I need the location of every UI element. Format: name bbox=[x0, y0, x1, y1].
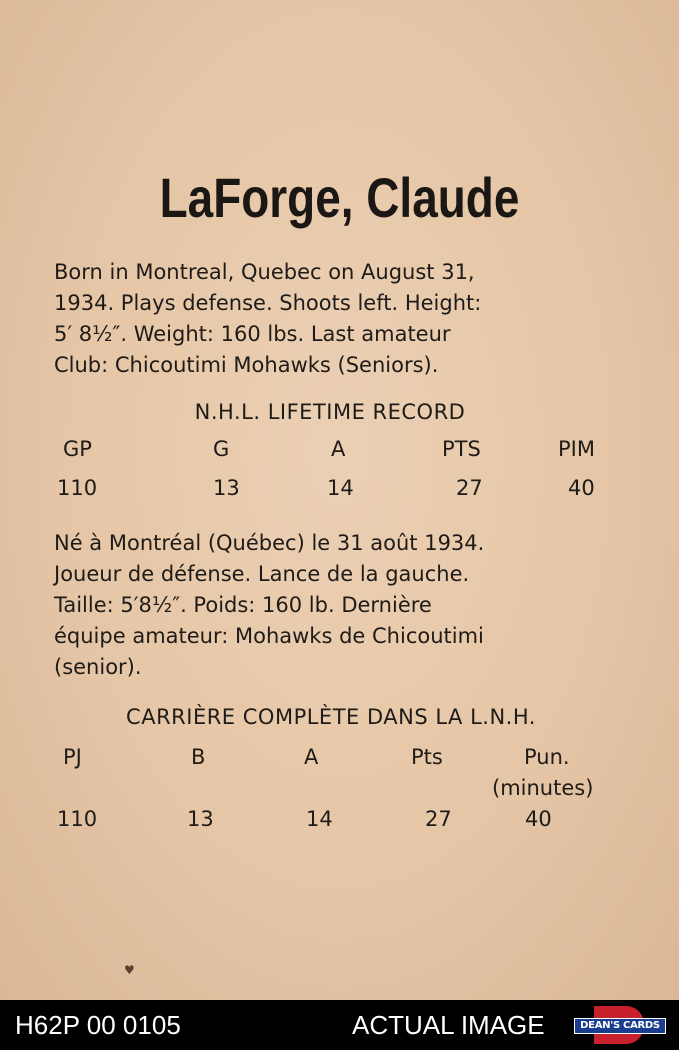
stat-value-pts: 27 bbox=[456, 476, 483, 500]
stat-header-pj: PJ bbox=[63, 745, 82, 769]
stat-value-g: 13 bbox=[213, 476, 240, 500]
bio-line: Joueur de défense. Lance de la gauche. bbox=[54, 562, 470, 586]
bio-line: Club: Chicoutimi Mohawks (Seniors). bbox=[54, 353, 439, 377]
card-code: H62P 00 0105 bbox=[15, 1010, 181, 1040]
bio-line: Born in Montreal, Quebec on August 31, bbox=[54, 260, 475, 284]
stat-value-pun: 40 bbox=[525, 807, 552, 831]
stat-header-g: G bbox=[213, 437, 230, 461]
logo-banner: DEAN'S CARDS bbox=[574, 1018, 666, 1034]
deans-cards-logo-icon bbox=[574, 1006, 666, 1044]
stat-header-pts: PTS bbox=[442, 437, 481, 461]
bio-line: 1934. Plays defense. Shoots left. Height: bbox=[54, 291, 482, 315]
stat-value-a: 14 bbox=[327, 476, 354, 500]
stat-value-a-fr: 14 bbox=[306, 807, 333, 831]
stat-value-gp: 110 bbox=[57, 476, 98, 500]
bio-line: (senior). bbox=[54, 655, 142, 679]
stat-header-pun-sub: (minutes) bbox=[492, 776, 594, 800]
stat-value-b: 13 bbox=[187, 807, 214, 831]
record-heading-english: N.H.L. LIFETIME RECORD bbox=[194, 400, 466, 424]
player-name: LaForge, Claude bbox=[159, 166, 520, 229]
heart-mark-icon: ♥ bbox=[124, 963, 135, 977]
bio-english bbox=[54, 257, 606, 381]
bio-line: 5′ 8½″. Weight: 160 lbs. Last amateur bbox=[54, 322, 451, 346]
record-heading-french: CARRIÈRE COMPLÈTE DANS LA L.N.H. bbox=[126, 705, 536, 729]
stat-value-pim: 40 bbox=[568, 476, 595, 500]
stat-header-gp: GP bbox=[63, 437, 92, 461]
stat-header-a: A bbox=[331, 437, 346, 461]
bio-french bbox=[54, 528, 606, 683]
bio-line: Taille: 5′8½″. Poids: 160 lb. Dernière bbox=[54, 593, 432, 617]
stat-header-b: B bbox=[191, 745, 206, 769]
stat-header-a-fr: A bbox=[304, 745, 319, 769]
bio-line: Né à Montréal (Québec) le 31 août 1934. bbox=[54, 531, 485, 555]
bio-line: équipe amateur: Mohawks de Chicoutimi bbox=[54, 624, 484, 648]
stat-header-pim: PIM bbox=[558, 437, 595, 461]
stat-value-pts-fr: 27 bbox=[425, 807, 452, 831]
footer-bar bbox=[0, 1000, 679, 1050]
stat-value-pj: 110 bbox=[57, 807, 98, 831]
stat-header-pts-fr: Pts bbox=[411, 745, 443, 769]
stat-header-pun: Pun. bbox=[524, 745, 570, 769]
actual-image-label: ACTUAL IMAGE bbox=[352, 1010, 545, 1040]
